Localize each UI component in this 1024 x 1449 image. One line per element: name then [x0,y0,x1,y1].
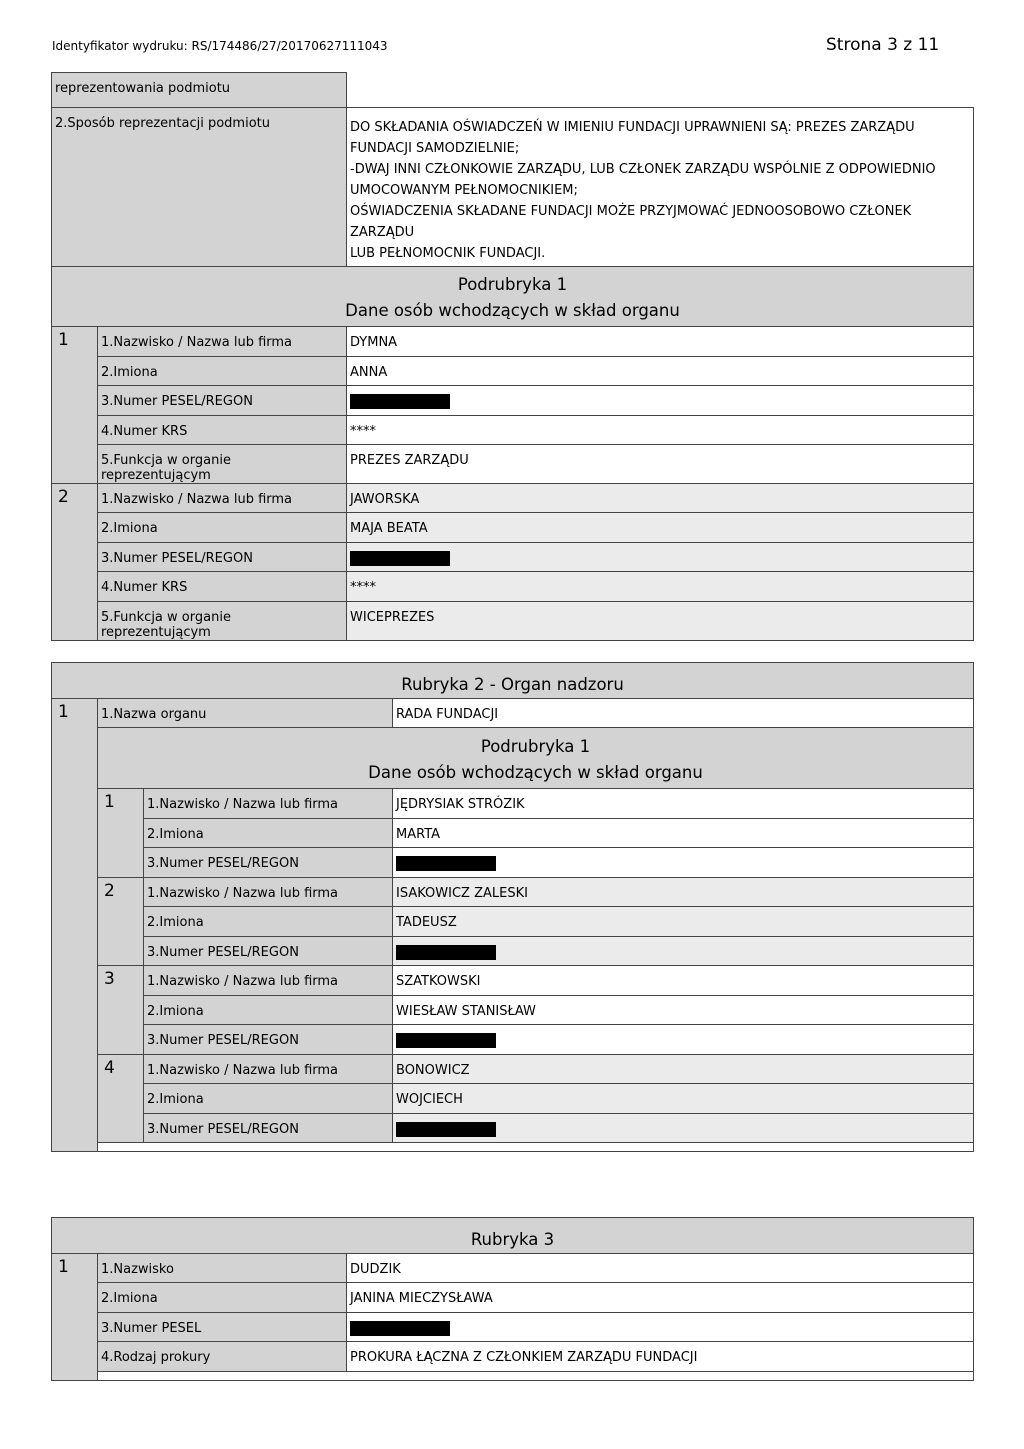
field-label: 2.Imiona [98,1283,347,1313]
rubryka2-table [51,662,974,1152]
field-label: 4.Numer KRS [98,572,347,602]
pesel-value [347,1313,974,1342]
field-value: PROKURA ŁĄCZNA Z CZŁONKIEM ZARZĄDU FUNDACJI [347,1342,974,1372]
field-label: 1.Nazwisko / Nazwa lub firma [144,789,393,819]
rubryka3-table [51,1217,974,1381]
representation-value [347,108,974,267]
field-value: ISAKOWICZ ZALESKI [393,878,974,907]
person-number: 1 [52,327,98,484]
field-label: 4.Numer KRS [98,416,347,445]
field-label: 1.Nazwisko / Nazwa lub firma [144,1055,393,1084]
entry-number: 1 [52,699,98,1152]
field-value: PREZES ZARZĄDU [347,445,974,484]
repr-line-4: UMOCOWANYM PEŁNOMOCNIKIEM; [350,183,578,198]
field-value: MAJA BEATA [347,513,974,543]
field-label: 2.Imiona [144,1084,393,1114]
field-value: DUDZIK [347,1254,974,1283]
redaction-block [350,551,450,566]
spacer-row [98,1143,974,1152]
pesel-value [393,1114,974,1143]
pesel-value [393,937,974,966]
page-number: Strona 3 z 11 [826,35,940,55]
section-title: Rubryka 2 - Organ nadzoru [52,663,974,699]
field-label: 5.Funkcja w organie reprezentującym [98,602,347,641]
field-label: 2.Imiona [98,357,347,386]
field-label: 3.Numer PESEL [98,1313,347,1342]
redaction-block [396,1033,496,1048]
member-number: 1 [98,789,144,878]
subsection-title: Podrubryka 1 [457,275,568,294]
repr-line-1: DO SKŁADANIA OŚWIADCZEŃ W IMIENIU FUNDACJI UPRAWNIENI SĄ: PREZES ZARZĄDU [350,120,915,135]
repr-line-2: FUNDACJI SAMODZIELNIE; [350,141,520,156]
person-number: 2 [52,484,98,641]
field-label: 3.Numer PESEL/REGON [144,848,393,878]
field-label: 1.Nazwisko / Nazwa lub firma [98,484,347,513]
pesel-value [393,848,974,878]
field-value: ANNA [347,357,974,386]
field-value: JAWORSKA [347,484,974,513]
member-number: 4 [98,1055,144,1143]
subsection-title: Podrubryka 1 [480,736,591,756]
field-label: 2.Imiona [144,996,393,1025]
field-label: 1.Nazwisko [98,1254,347,1283]
field-value: JĘDRYSIAK STRÓZIK [393,789,974,819]
subsection-header [52,267,974,327]
organ-name-value: RADA FUNDACJI [393,699,974,728]
field-label: 5.Funkcja w organie reprezentującym [98,445,347,484]
subsection-subtitle: Dane osób wchodzących w skład organu [368,762,703,782]
field-value: MARTA [393,819,974,848]
field-label: 3.Numer PESEL/REGON [144,1025,393,1055]
field-value: **** [347,572,974,602]
member-number: 2 [98,878,144,966]
entry-number: 1 [52,1254,98,1381]
representation-label: 2.Sposób reprezentacji podmiotu [52,108,347,267]
continuation-label: reprezentowania podmiotu [52,73,347,109]
section-title: Rubryka 3 [52,1218,974,1254]
organ-name-label: 1.Nazwa organu [98,699,393,728]
redaction-block [350,394,450,409]
redaction-block [396,856,496,871]
representation-table [51,107,974,641]
print-identifier: Identyfikator wydruku: RS/174486/27/20170627111043 [52,39,388,53]
field-value: WIESŁAW STANISŁAW [393,996,974,1025]
pesel-value [347,386,974,416]
subsection-subtitle: Dane osób wchodzących w skład organu [345,301,680,320]
repr-line-5: OŚWIADCZENIA SKŁADANE FUNDACJI MOŻE PRZYJMOWAĆ JEDNOOSOBOWO CZŁONEK ZARZĄDU [350,204,912,240]
field-label: 2.Imiona [144,907,393,937]
member-number: 3 [98,966,144,1055]
field-value: DYMNA [347,327,974,357]
field-label: 3.Numer PESEL/REGON [144,937,393,966]
field-value: WICEPREZES [347,602,974,641]
field-value: TADEUSZ [393,907,974,937]
spacer-row [98,1372,974,1381]
field-label: 1.Nazwisko / Nazwa lub firma [98,327,347,357]
field-label: 1.Nazwisko / Nazwa lub firma [144,966,393,996]
field-value: BONOWICZ [393,1055,974,1084]
field-label: 2.Imiona [98,513,347,543]
field-label: 3.Numer PESEL/REGON [144,1114,393,1143]
pesel-value [393,1025,974,1055]
field-label: 3.Numer PESEL/REGON [98,386,347,416]
field-value: WOJCIECH [393,1084,974,1114]
field-value: **** [347,416,974,445]
redaction-block [396,945,496,960]
field-value: JANINA MIECZYSŁAWA [347,1283,974,1313]
field-label: 2.Imiona [144,819,393,848]
redaction-block [396,1122,496,1137]
field-label: 4.Rodzaj prokury [98,1342,347,1372]
field-label: 3.Numer PESEL/REGON [98,543,347,572]
field-label: 1.Nazwisko / Nazwa lub firma [144,878,393,907]
continuation-table [51,72,347,109]
subsection-header [98,728,974,789]
pesel-value [347,543,974,572]
repr-line-3: -DWAJ INNI CZŁONKOWIE ZARZĄDU, LUB CZŁONEK ZARZĄDU WSPÓLNIE Z ODPOWIEDNIO [350,162,936,177]
repr-line-6: LUB PEŁNOMOCNIK FUNDACJI. [350,246,546,261]
redaction-block [350,1321,450,1336]
field-value: SZATKOWSKI [393,966,974,996]
